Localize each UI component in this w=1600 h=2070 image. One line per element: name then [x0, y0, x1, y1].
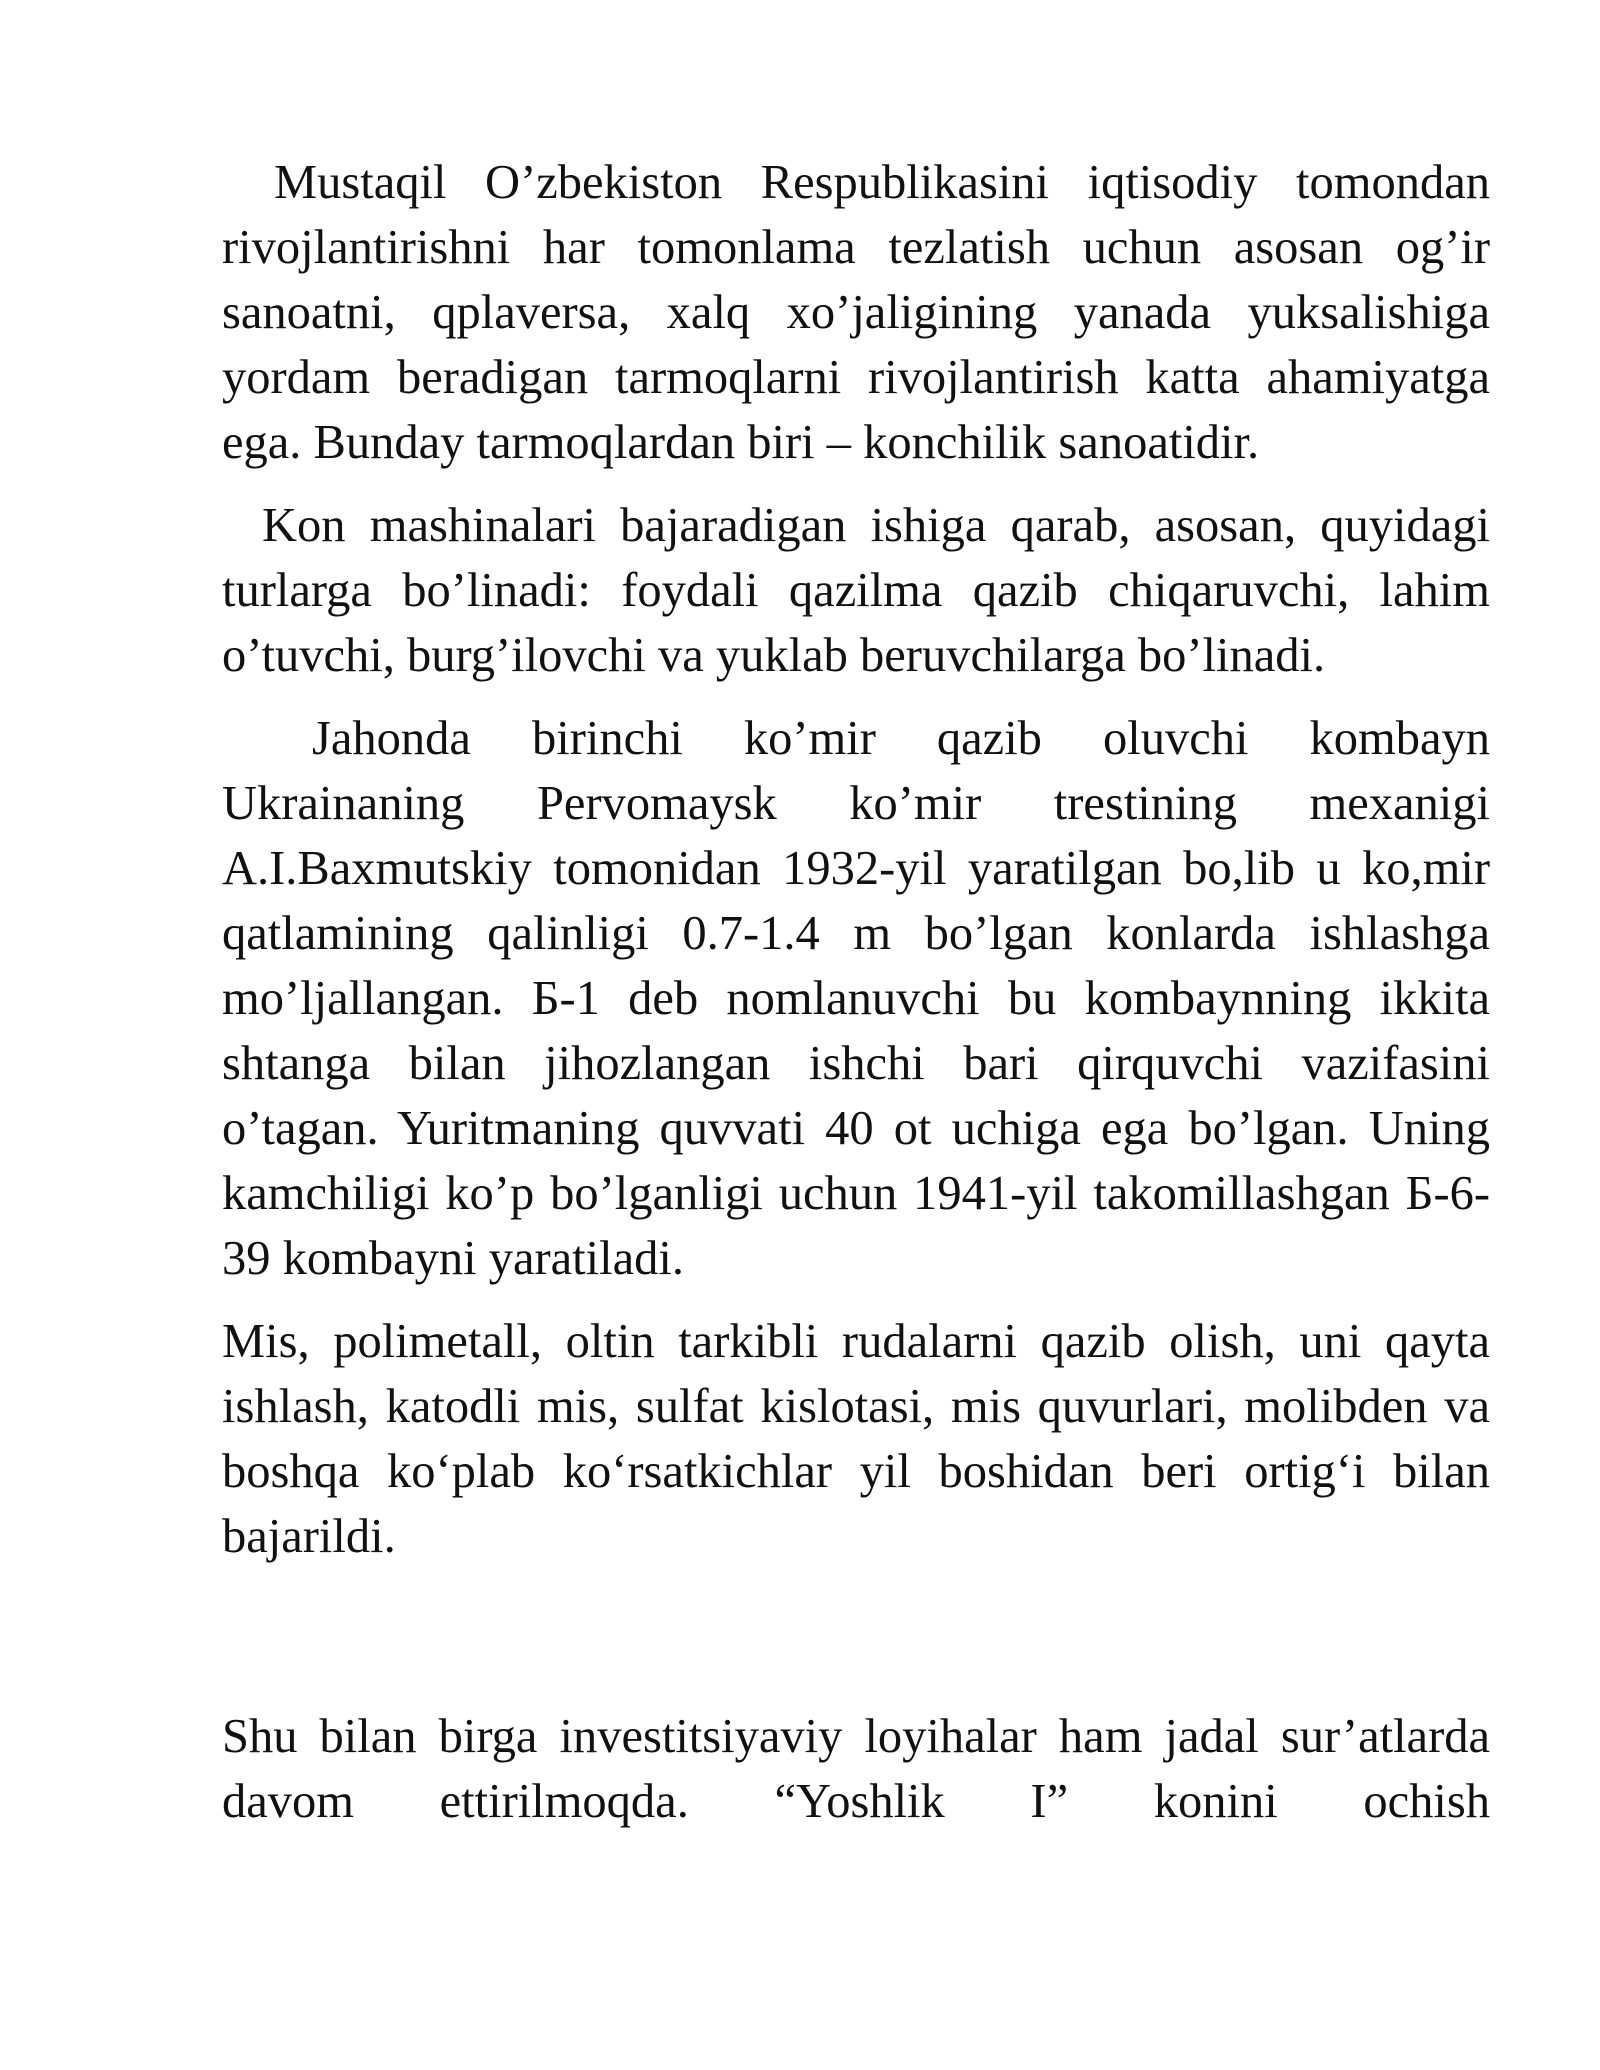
paragraph-machine-types: Kon mashinalari bajaradigan ishiga qarab, asosan, quyidagi turlarga bo’linadi: foydali qazilma qazib chiqaruvchi, lahim o’tuvchi, burg’ilovchi va yuklab beruvchilarga bo’linadi.	[222, 499, 1490, 682]
paragraph-first-combine: Jahonda birinchi ko’mir qazib oluvchi kombayn Ukrainaning Pervomaysk ko’mir trestining mexanigi A.I.Baxmutskiy tomonidan 1932-yil yaratilgan bo,lib u ko,mir qatlamining qalinligi 0.7-1.4 m bo’lgan konlarda ishlashga mo’ljallangan. Б-1 deb nomlanuvchi bu kombaynning ikkita shtanga bilan jihozlangan ishchi bari qirquvchi vazifasini o’tagan. Yuritmaning quvvati 40 ot uchiga ega bo’lgan. Uning kamchiligi ko’p bo’lganligi uchun 1941-yil takomillashgan Б-6-39 kombayni yaratiladi.	[222, 712, 1490, 1285]
paragraph-production: Mis, polimetall, oltin tarkibli rudalarni qazib olish, uni qayta ishlash, katodli mis, sulfat kislotasi, mis quvurlari, molibden va boshqa ko‘plab ko‘rsatkichlar yil boshidan beri ortig‘i bilan bajarildi.	[222, 1315, 1490, 1563]
text-body	[222, 150, 1490, 1834]
paragraph-intro: Mustaqil O’zbekiston Respublikasini iqtisodiy tomondan rivojlantirishni har tomonlama tezlatish uchun asosan og’ir sanoatni, qplaversa, xalq xo’jaligining yanada yuksalishiga yordam beradigan tarmoqlarni rivojlantirish katta ahamiyatga ega. Bunday tarmoqlardan biri – konchilik sanoatidir.	[222, 156, 1490, 469]
paragraph-investment: Shu bilan birga investitsiyaviy loyihalar ham jadal sur’atlarda davom ettirilmoqda. “Yoshlik I” konini ochish	[222, 1710, 1490, 1828]
